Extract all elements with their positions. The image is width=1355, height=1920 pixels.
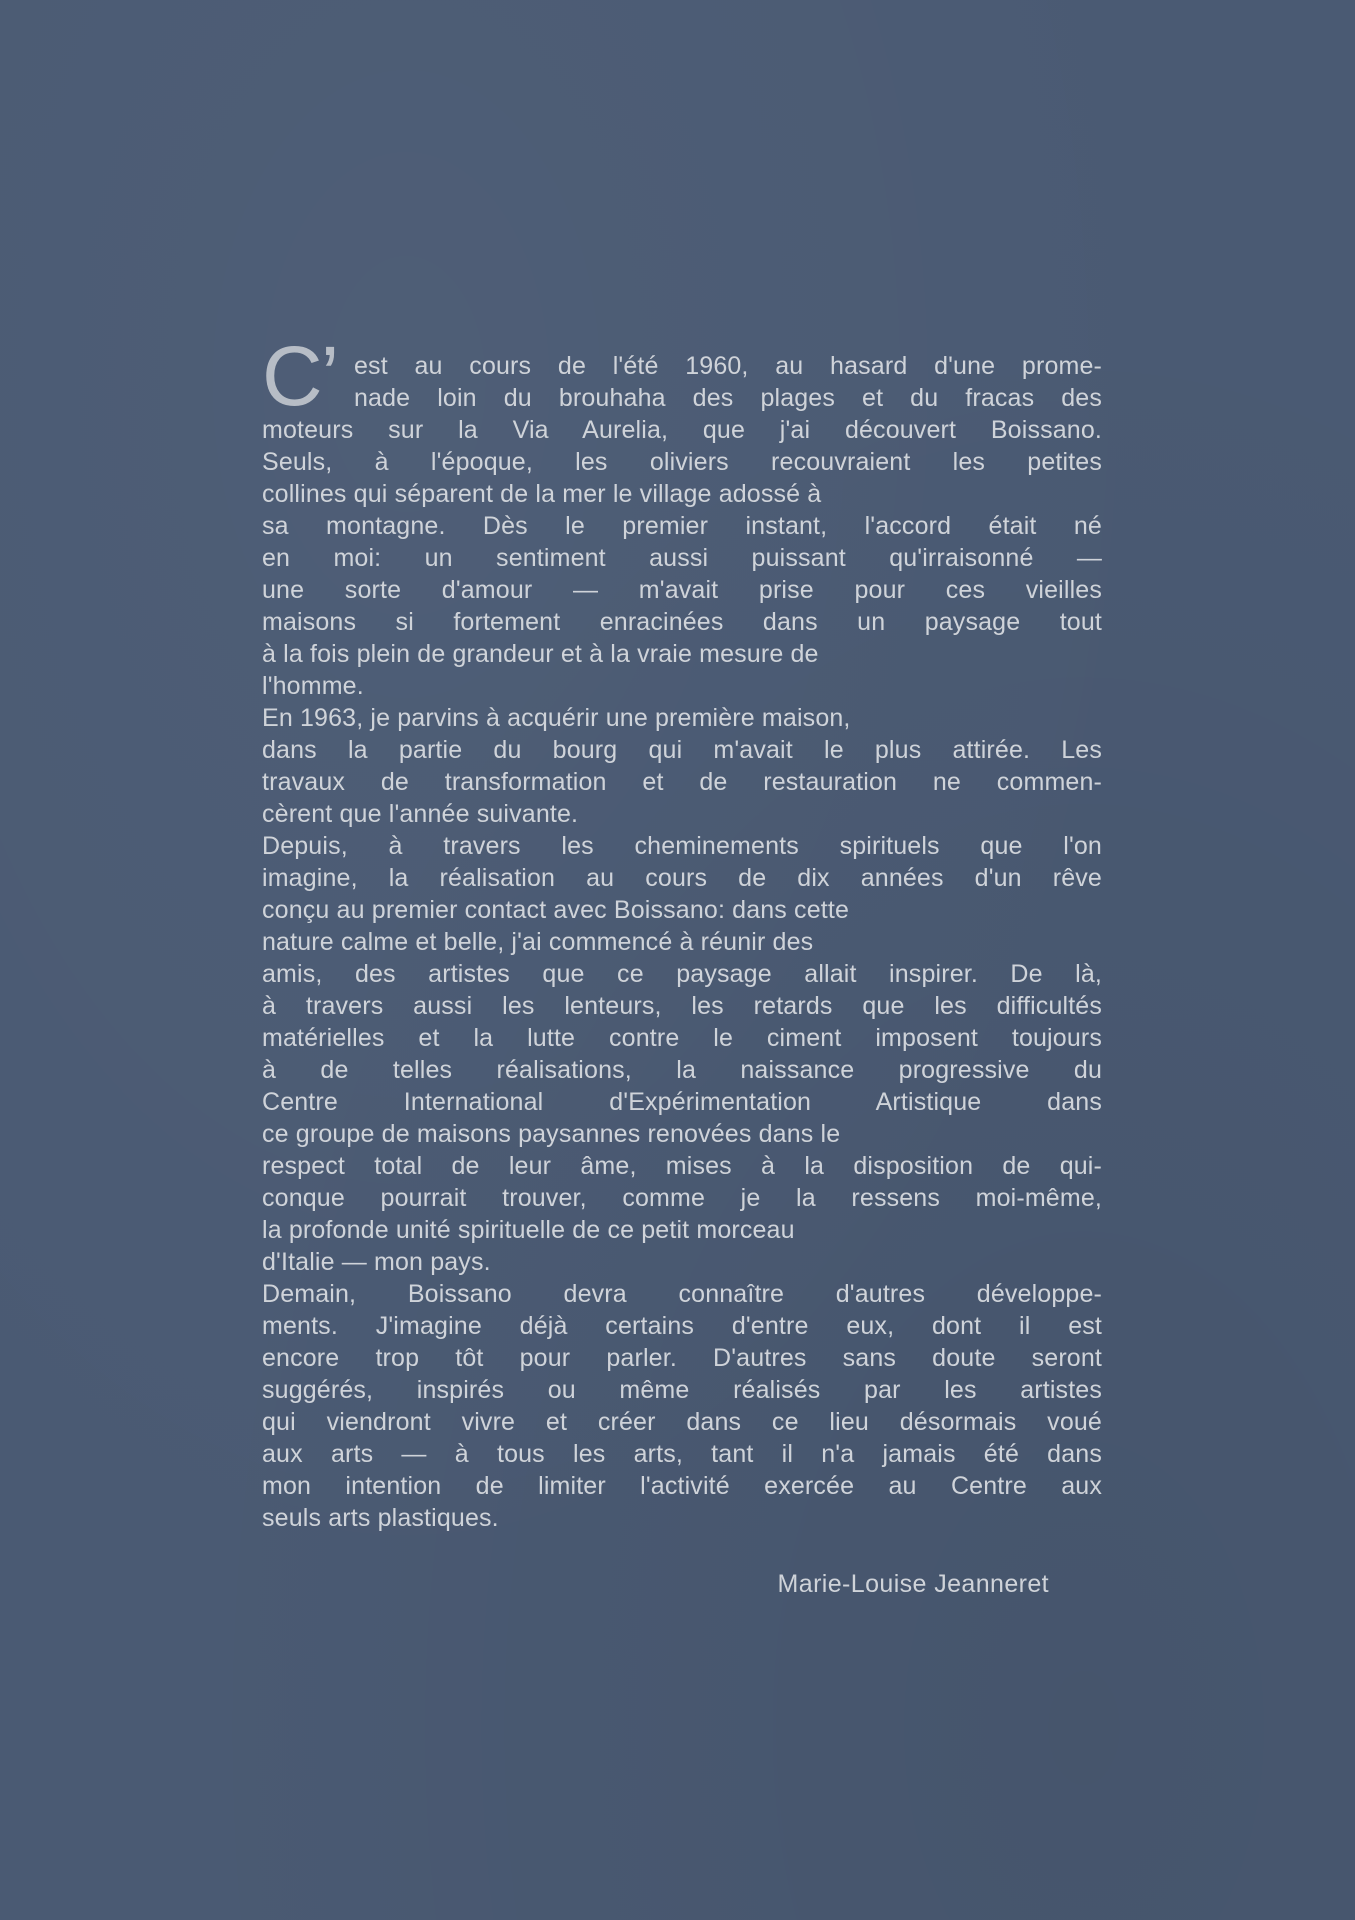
text-line: ce groupe de maisons paysannes renovées dans le: [262, 1120, 841, 1148]
text-line: conçu au premier contact avec Boissano: dans cette: [262, 896, 849, 924]
text-line: amis, des artistes que ce paysage allait inspirer. De là,: [262, 960, 1102, 988]
text-line: mon intention de limiter l'activité exercée au Centre aux: [262, 1472, 1102, 1500]
text-line: Centre International d'Expérimentation Artistique dans: [262, 1088, 1102, 1116]
text-line: à de telles réalisations, la naissance progressive du: [262, 1056, 1102, 1084]
text-line: la profonde unité spirituelle de ce petit morceau: [262, 1216, 795, 1244]
text-line: Depuis, à travers les cheminements spirituels que l'on: [262, 832, 1102, 860]
text-line: Seuls, à l'époque, les oliviers recouvraient les petites: [262, 448, 1102, 476]
text-line: est au cours de l'été 1960, au hasard d'une prome-: [354, 352, 1102, 380]
text-line: dans la partie du bourg qui m'avait le plus attirée. Les: [262, 736, 1102, 764]
text-line: collines qui séparent de la mer le village adossé à: [262, 480, 822, 508]
text-line: En 1963, je parvins à acquérir une première maison,: [262, 704, 851, 732]
text-line: imagine, la réalisation au cours de dix années d'un rêve: [262, 864, 1102, 892]
text-line: aux arts — à tous les arts, tant il n'a jamais été dans: [262, 1440, 1102, 1468]
text-line: moteurs sur la Via Aurelia, que j'ai découvert Boissano.: [262, 416, 1102, 444]
text-line: d'Italie — mon pays.: [262, 1248, 491, 1276]
text-line: seuls arts plastiques.: [262, 1504, 499, 1532]
text-line: encore trop tôt pour parler. D'autres sans doute seront: [262, 1344, 1102, 1372]
text-line: cèrent que l'année suivante.: [262, 800, 579, 828]
text-line: nade loin du brouhaha des plages et du fracas des: [354, 384, 1102, 412]
text-line: respect total de leur âme, mises à la disposition de qui-: [262, 1152, 1102, 1180]
text-line: à la fois plein de grandeur et à la vraie mesure de: [262, 640, 819, 668]
text-line: une sorte d'amour — m'avait prise pour ces vieilles: [262, 576, 1102, 604]
text-line: en moi: un sentiment aussi puissant qu'irraisonné —: [262, 544, 1102, 572]
text-line: qui viendront vivre et créer dans ce lieu désormais voué: [262, 1408, 1102, 1436]
text-line: ments. J'imagine déjà certains d'entre eux, dont il est: [262, 1312, 1102, 1340]
body-text: [262, 350, 1102, 1534]
text-line: travaux de transformation et de restauration ne commen-: [262, 768, 1102, 796]
text-line: à travers aussi les lenteurs, les retards que les difficultés: [262, 992, 1102, 1020]
text-line: maisons si fortement enracinées dans un paysage tout: [262, 608, 1102, 636]
text-line: conque pourrait trouver, comme je la ressens moi-même,: [262, 1184, 1102, 1212]
text-line: suggérés, inspirés ou même réalisés par les artistes: [262, 1376, 1102, 1404]
text-line: matérielles et la lutte contre le ciment imposent toujours: [262, 1024, 1102, 1052]
text-line: Demain, Boissano devra connaître d'autres développe-: [262, 1280, 1102, 1308]
signature: Marie-Louise Jeanneret: [777, 1570, 1049, 1598]
drop-cap: C’: [262, 329, 338, 423]
text-line: sa montagne. Dès le premier instant, l'accord était né: [262, 512, 1102, 540]
text-line: nature calme et belle, j'ai commencé à réunir des: [262, 928, 814, 956]
text-line: l'homme.: [262, 672, 364, 700]
